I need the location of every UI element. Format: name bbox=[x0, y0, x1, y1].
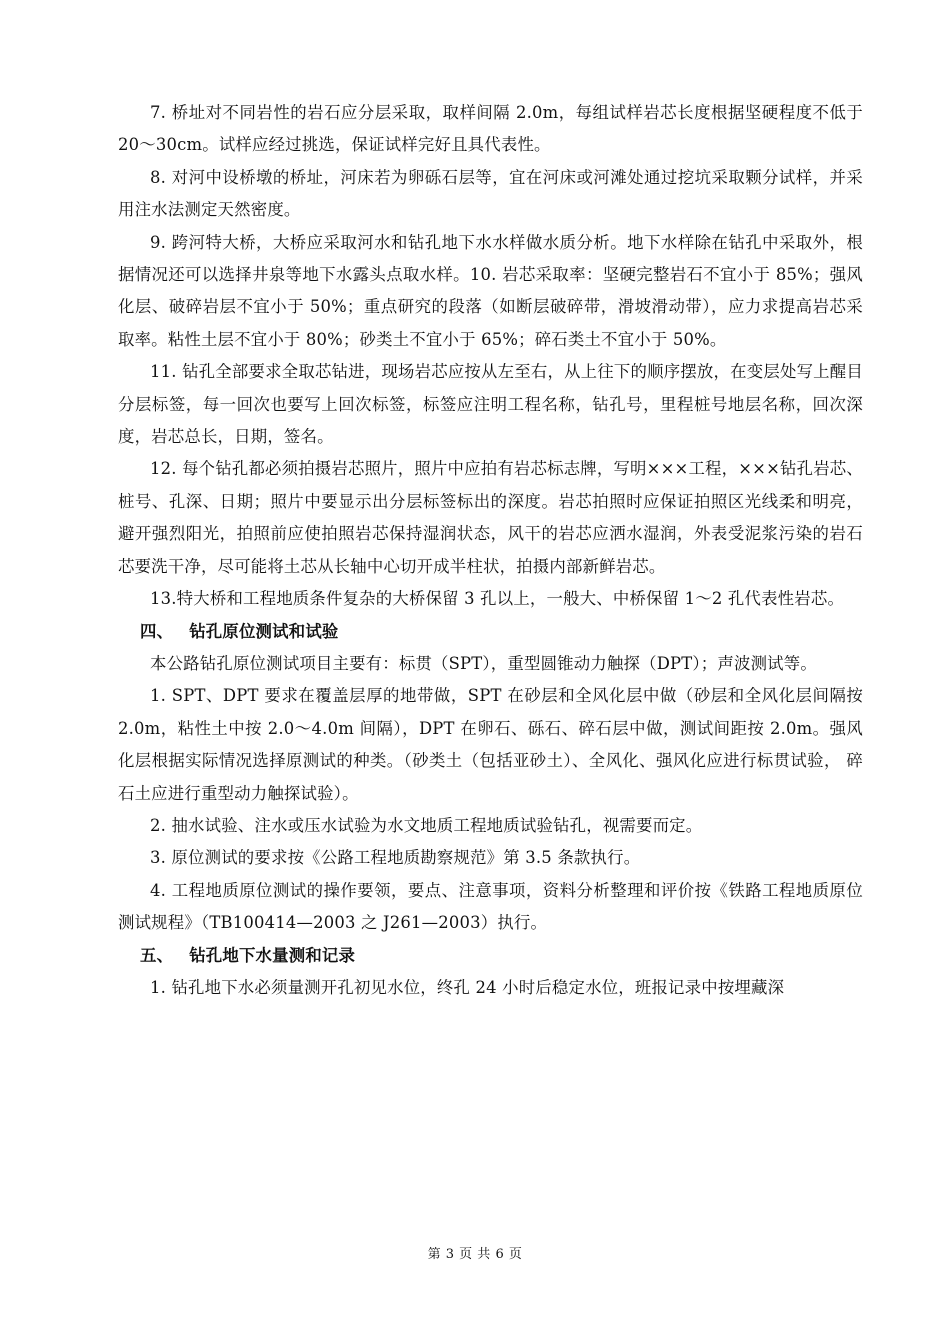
section4-intro: 本公路钻孔原位测试项目主要有：标贯（SPT），重型圆锥动力触探（DPT）；声波测试等。 bbox=[150, 653, 817, 673]
section-title: 钻孔地下水量测和记录 bbox=[189, 945, 356, 965]
section5-item-1: 1. 钻孔地下水必须量测开孔初见水位，终孔 24 小时后稳定水位，班报记录中按埋藏深 bbox=[150, 977, 785, 997]
paragraph-item-11: 11. 钻孔全部要求全取芯钻进，现场岩芯应按从左至右，从上往下的顺序摆放，在变层处写上醒目分层标签，每一回次也要写上回次标签，标签应注明工程名称，钻孔号，里程桩号地层名称，回次深度，岩芯总长，日期，签名。 bbox=[118, 362, 863, 447]
section4-item-1: 1. SPT、DPT 要求在覆盖层厚的地带做，SPT 在砂层和全风化层中做（砂层和全风化层间隔按 2.0m，粘性土中按 2.0～4.0m 间隔），DPT 在卵石、砾石、碎石层中做，测试间距按 2.0m。强风化层根据实际情况选择原测试的种类。（砂类土（包括亚砂土）、全风化、强风化应进行标贯试验， 碎石土应进行重型动力触探试验）。 bbox=[118, 686, 863, 803]
section4-item-4: 4. 工程地质原位测试的操作要领，要点、注意事项，资料分析整理和评价按《铁路工程地质原位测试规程》（TB100414—2003 之 J261—2003）执行。 bbox=[118, 880, 863, 933]
section-heading-5 bbox=[118, 940, 863, 972]
document-body bbox=[118, 97, 863, 1004]
paragraph-item-7: 7. 桥址对不同岩性的岩石应分层采取，取样间隔 2.0m，每组试样岩芯长度根据坚硬程度不低于 20～30cm。试样应经过挑选，保证试样完好且具代表性。 bbox=[118, 103, 863, 155]
section-number: 四、 bbox=[140, 621, 174, 641]
section-title: 钻孔原位测试和试验 bbox=[189, 621, 339, 641]
paragraph-item-13: 13.特大桥和工程地质条件复杂的大桥保留 3 孔以上，一般大、中桥保留 1～2 孔代表性岩芯。 bbox=[150, 589, 845, 609]
section-heading-4 bbox=[118, 616, 863, 648]
paragraph-item-8: 8. 对河中设桥墩的桥址，河床若为卵砾石层等，宜在河床或河滩处通过挖坑采取颗分试样，并采用注水法测定天然密度。 bbox=[118, 167, 863, 220]
section-number: 五、 bbox=[140, 945, 174, 965]
page-footer: 第 3 页 共 6 页 bbox=[427, 1247, 523, 1262]
section4-item-3: 3. 原位测试的要求按《公路工程地质勘察规范》第 3.5 条款执行。 bbox=[150, 848, 641, 868]
paragraph-item-9-10: 9. 跨河特大桥，大桥应采取河水和钻孔地下水水样做水质分析。地下水样除在钻孔中采取外，根据情况还可以选择井泉等地下水露头点取水样。10. 岩芯采取率：坚硬完整岩石不宜小于 85%；强风化层、破碎岩层不宜小于 50%；重点研究的段落（如断层破碎带，滑坡滑动带），应力求提高岩芯采取率。粘性土层不宜小于 80%；砂类土不宜小于 65%；碎石类土不宜小于 50%。 bbox=[118, 232, 863, 349]
section4-item-2: 2. 抽水试验、注水或压水试验为水文地质工程地质试验钻孔，视需要而定。 bbox=[150, 815, 703, 835]
paragraph-item-12: 12. 每个钻孔都必须拍摄岩芯照片，照片中应拍有岩芯标志牌，写明×××工程，×××钻孔岩芯、桩号、孔深、日期；照片中要显示出分层标签标出的深度。岩芯拍照时应保证拍照区光线柔和明亮，避开强烈阳光，拍照前应使拍照岩芯保持湿润状态，风干的岩芯应洒水湿润，外表受泥浆污染的岩石芯要洗干净，尽可能将土芯从长轴中心切开成半柱状，拍摄内部新鲜岩芯。 bbox=[118, 459, 863, 576]
